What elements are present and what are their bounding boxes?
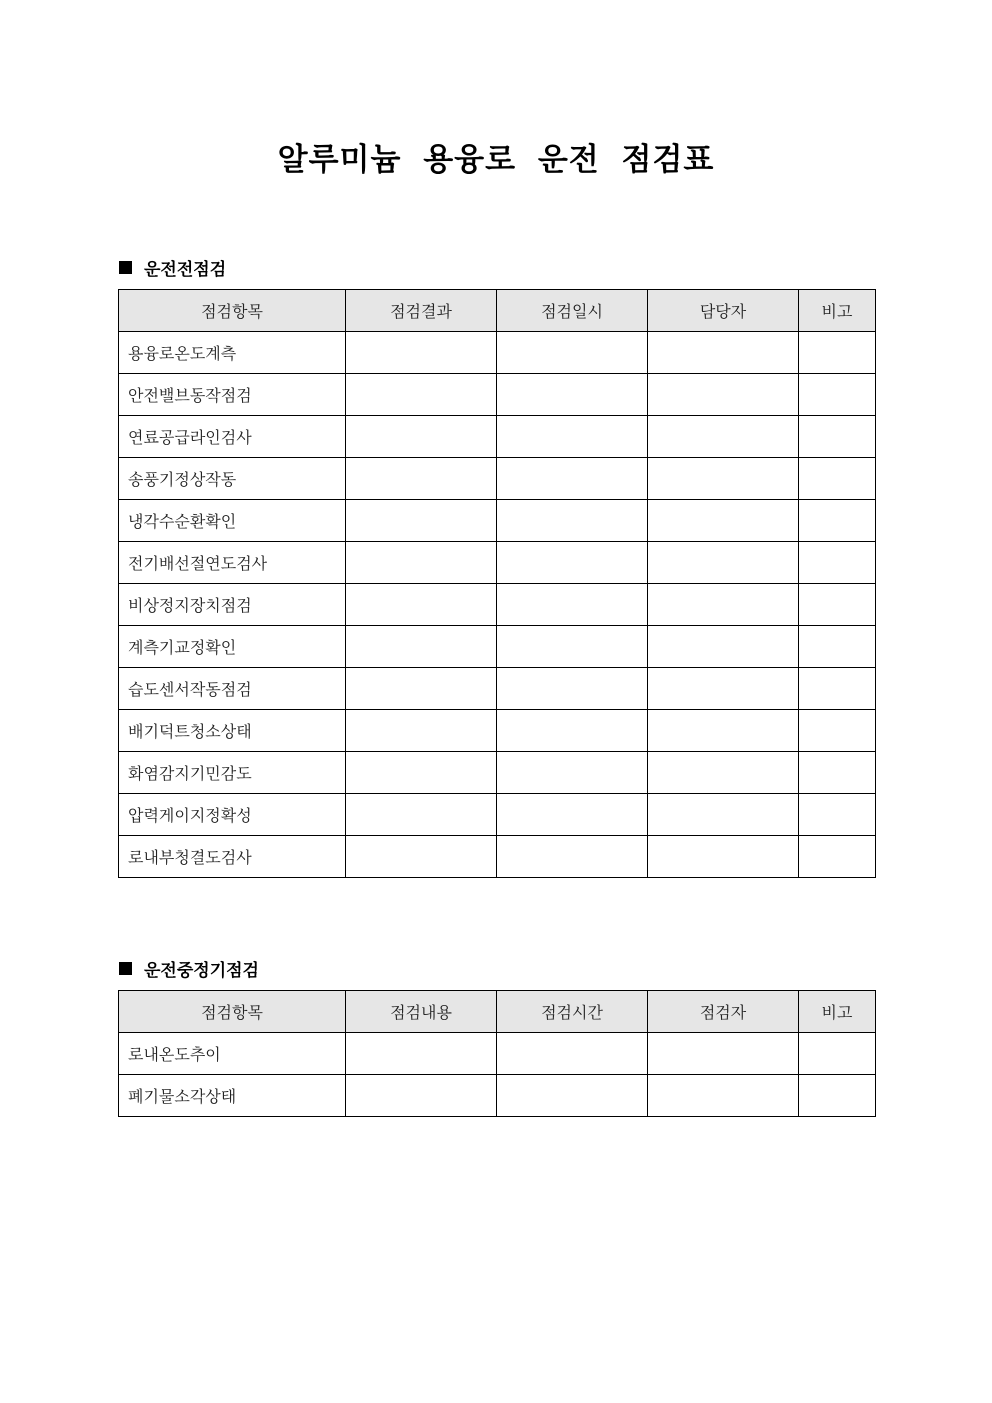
result-cell[interactable] [346, 416, 497, 458]
remarks-cell[interactable] [799, 710, 876, 752]
remarks-cell[interactable] [799, 416, 876, 458]
table-row [119, 1033, 876, 1075]
table-row [119, 1075, 876, 1117]
result-cell[interactable] [346, 542, 497, 584]
square-bullet-icon [119, 962, 132, 975]
result-cell[interactable] [346, 710, 497, 752]
check-item: 배기덕트청소상태 [119, 710, 346, 752]
check-item: 화염감지기민감도 [119, 752, 346, 794]
inspector-cell[interactable] [648, 542, 799, 584]
column-header-datetime: 점검일시 [497, 290, 648, 332]
time-cell[interactable] [497, 1033, 648, 1075]
remarks-cell[interactable] [799, 332, 876, 374]
remarks-cell[interactable] [799, 668, 876, 710]
remarks-cell[interactable] [799, 584, 876, 626]
datetime-cell[interactable] [497, 416, 648, 458]
result-cell[interactable] [346, 584, 497, 626]
table-header-row [119, 290, 876, 332]
table-row [119, 752, 876, 794]
result-cell[interactable] [346, 836, 497, 878]
table-row [119, 458, 876, 500]
datetime-cell[interactable] [497, 752, 648, 794]
datetime-cell[interactable] [497, 584, 648, 626]
check-item: 전기배선절연도검사 [119, 542, 346, 584]
column-header-item: 점검항목 [119, 991, 346, 1033]
remarks-cell[interactable] [799, 794, 876, 836]
check-item: 계측기교정확인 [119, 626, 346, 668]
column-header-time: 점검시간 [497, 991, 648, 1033]
content-cell[interactable] [346, 1033, 497, 1075]
inspector-cell[interactable] [648, 752, 799, 794]
datetime-cell[interactable] [497, 836, 648, 878]
inspector-cell[interactable] [648, 710, 799, 752]
result-cell[interactable] [346, 794, 497, 836]
document-title: 알루미늄 용융로 운전 점검표 [277, 142, 715, 178]
time-cell[interactable] [497, 1075, 648, 1117]
check-item: 송풍기정상작동 [119, 458, 346, 500]
table-row [119, 332, 876, 374]
datetime-cell[interactable] [497, 794, 648, 836]
square-bullet-icon [119, 261, 132, 274]
datetime-cell[interactable] [497, 374, 648, 416]
table-row [119, 836, 876, 878]
table-row [119, 794, 876, 836]
remarks-cell[interactable] [799, 836, 876, 878]
section-heading-in-operation [119, 956, 259, 981]
datetime-cell[interactable] [497, 626, 648, 668]
inspector-cell[interactable] [648, 374, 799, 416]
inspector-cell[interactable] [648, 416, 799, 458]
check-item: 용융로온도계측 [119, 332, 346, 374]
inspector-cell[interactable] [648, 794, 799, 836]
check-item: 로내부청결도검사 [119, 836, 346, 878]
result-cell[interactable] [346, 752, 497, 794]
inspector-cell[interactable] [648, 1033, 799, 1075]
check-item: 습도센서작동점검 [119, 668, 346, 710]
table-row [119, 584, 876, 626]
datetime-cell[interactable] [497, 668, 648, 710]
inspector-cell[interactable] [648, 836, 799, 878]
check-item: 폐기물소각상태 [119, 1075, 346, 1117]
inspector-cell[interactable] [648, 500, 799, 542]
inspector-cell[interactable] [648, 668, 799, 710]
remarks-cell[interactable] [799, 752, 876, 794]
column-header-result: 점검결과 [346, 290, 497, 332]
section-heading-label: 운전전점검 [144, 260, 227, 280]
section-heading-label: 운전중정기점검 [144, 961, 259, 981]
check-item: 로내온도추이 [119, 1033, 346, 1075]
remarks-cell[interactable] [799, 542, 876, 584]
inspector-cell[interactable] [648, 458, 799, 500]
inspector-cell[interactable] [648, 626, 799, 668]
table-row [119, 626, 876, 668]
remarks-cell[interactable] [799, 626, 876, 668]
datetime-cell[interactable] [497, 710, 648, 752]
datetime-cell[interactable] [497, 332, 648, 374]
remarks-cell[interactable] [799, 458, 876, 500]
column-header-remarks: 비고 [799, 991, 876, 1033]
in-operation-checklist-table [118, 990, 876, 1117]
check-item: 안전밸브동작점검 [119, 374, 346, 416]
datetime-cell[interactable] [497, 458, 648, 500]
check-item: 압력게이지정확성 [119, 794, 346, 836]
result-cell[interactable] [346, 458, 497, 500]
pre-operation-checklist-table [118, 289, 876, 878]
check-item: 연료공급라인검사 [119, 416, 346, 458]
table-row [119, 542, 876, 584]
check-item: 냉각수순환확인 [119, 500, 346, 542]
column-header-inspector: 점검자 [648, 991, 799, 1033]
column-header-inspector: 담당자 [648, 290, 799, 332]
remarks-cell[interactable] [799, 1033, 876, 1075]
table-row [119, 374, 876, 416]
result-cell[interactable] [346, 668, 497, 710]
remarks-cell[interactable] [799, 1075, 876, 1117]
remarks-cell[interactable] [799, 500, 876, 542]
table-row [119, 668, 876, 710]
content-cell[interactable] [346, 1075, 497, 1117]
inspector-cell[interactable] [648, 332, 799, 374]
result-cell[interactable] [346, 374, 497, 416]
result-cell[interactable] [346, 332, 497, 374]
table-row [119, 500, 876, 542]
inspector-cell[interactable] [648, 584, 799, 626]
table-row [119, 710, 876, 752]
check-item: 비상정지장치점검 [119, 584, 346, 626]
datetime-cell[interactable] [497, 542, 648, 584]
inspector-cell[interactable] [648, 1075, 799, 1117]
result-cell[interactable] [346, 500, 497, 542]
column-header-content: 점검내용 [346, 991, 497, 1033]
table-row [119, 416, 876, 458]
table-header-row [119, 991, 876, 1033]
column-header-remarks: 비고 [799, 290, 876, 332]
result-cell[interactable] [346, 626, 497, 668]
section-heading-pre-operation [119, 255, 226, 280]
datetime-cell[interactable] [497, 500, 648, 542]
remarks-cell[interactable] [799, 374, 876, 416]
column-header-item: 점검항목 [119, 290, 346, 332]
